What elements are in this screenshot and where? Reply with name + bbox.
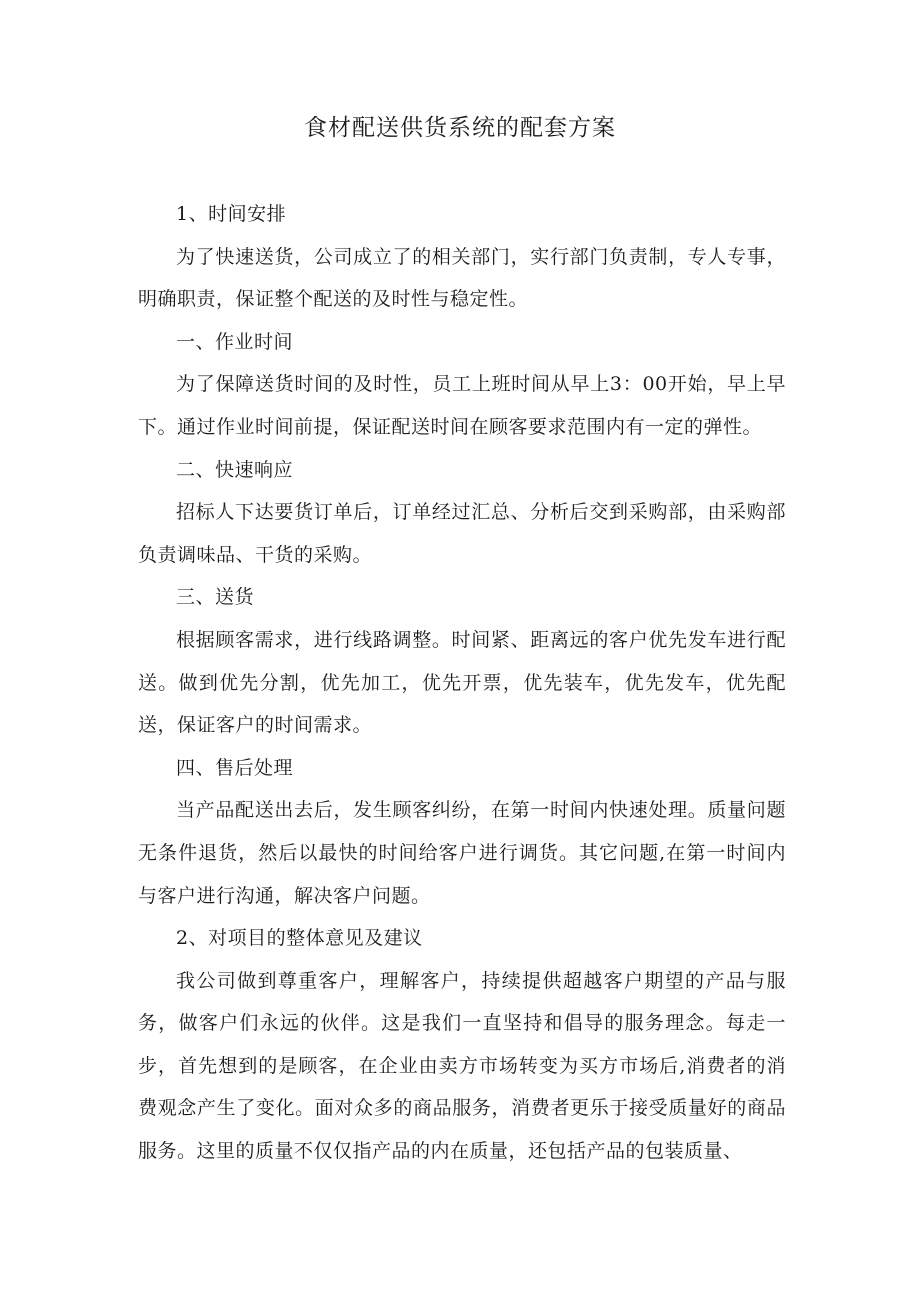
paragraph: 根据顾客需求，进行线路调整。时间紧、距离远的客户优先发车进行配送。做到优先分割，优先加工，优先开票，优先装车，优先发车，优先配送，保证客户的时间需求。 [138, 628, 786, 737]
section-heading-work-hours: 一、作业时间 [176, 330, 294, 353]
paragraph: 招标人下达要货订单后，订单经过汇总、分析后交到采购部，由采购部负责调味品、干货的采购。 [138, 501, 786, 566]
paragraph: 当产品配送出去后，发生顾客纠纷，在第一时间内快速处理。质量问题无条件退货，然后以最快的时间给客户进行调货。其它问题,在第一时间内与客户进行沟通，解决客户问题。 [138, 799, 786, 907]
section-heading-after-sales: 四、售后处理 [176, 756, 294, 779]
section-heading-overall-suggestions: 2、对项目的整体意见及建议 [176, 927, 423, 950]
document-title: 食材配送供货系统的配套方案 [304, 115, 616, 141]
document-body [138, 193, 786, 1173]
paragraph: 我公司做到尊重客户，理解客户，持续提供超越客户期望的产品与服务，做客户们永远的伙伴。这是我们一直坚持和倡导的服务理念。每走一步，首先想到的是顾客，在企业由卖方市场转变为买方市场后,消费者的消费观念产生了变化。面对众多的商品服务，消费者更乐于接受质量好的商品服务。这里的质量不仅仅指产品的内在质量，还包括产品的包装质量、 [138, 969, 786, 1163]
paragraph: 为了快速送货，公司成立了的相关部门，实行部门负责制，专人专事，明确职责，保证整个配送的及时性与稳定性。 [138, 245, 786, 311]
section-heading-delivery: 三、送货 [176, 586, 255, 609]
paragraph: 为了保障送货时间的及时性，员工上班时间从早上3：00开始，早上早下。通过作业时间前提，保证配送时间在顾客要求范围内有一定的弹性。 [138, 373, 786, 438]
section-heading-quick-response: 二、快速响应 [176, 458, 294, 481]
section-heading-time-arrangement: 1、时间安排 [176, 203, 287, 225]
